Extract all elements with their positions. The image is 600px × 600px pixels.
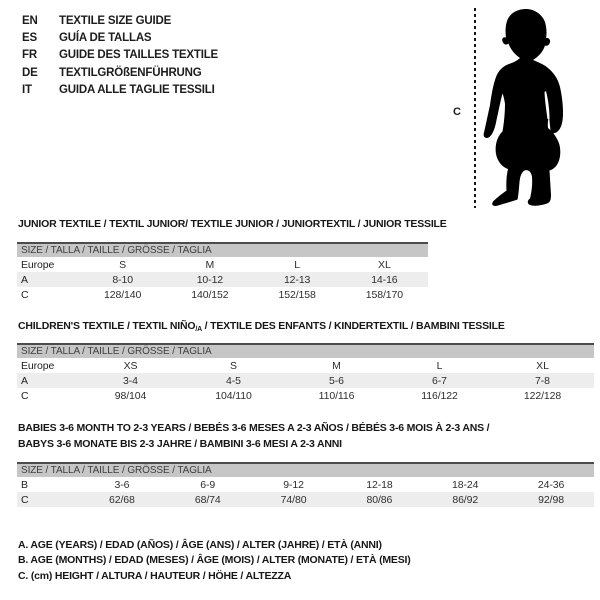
size-cell: 80/86 xyxy=(336,492,422,507)
row-label: C xyxy=(21,389,29,402)
language-label: TEXTILE SIZE GUIDE xyxy=(59,14,172,27)
size-cell: XS xyxy=(123,359,138,372)
language-row xyxy=(22,64,218,81)
height-measure-dashed-line xyxy=(474,8,476,208)
size-cell: 62/68 xyxy=(79,492,165,507)
junior-table-title: JUNIOR TEXTILE / TEXTIL JUNIOR/ TEXTILE JUNIOR / JUNIORTEXTIL / JUNIOR TESSILE xyxy=(18,218,447,230)
size-cell: 68/74 xyxy=(165,492,251,507)
size-cell: 5-6 xyxy=(285,373,388,388)
note-height-cm: C. (cm) HEIGHT / ALTURA / HAUTEUR / HÖHE / ALTEZZA xyxy=(18,569,292,582)
language-label: GUIDA ALLE TAGLIE TESSILI xyxy=(59,84,215,97)
note-age-years: A. AGE (YEARS) / EDAD (AÑOS) / ÂGE (ANS) / ALTER (JAHRE) / ETÀ (ANNI) xyxy=(18,539,382,551)
size-cell: 128/140 xyxy=(103,288,142,301)
row-label: Europe xyxy=(21,258,55,271)
size-cell: L xyxy=(436,359,443,372)
size-cell: M xyxy=(332,359,341,372)
babies-table-title xyxy=(18,421,489,452)
table-row xyxy=(17,388,594,403)
language-row xyxy=(22,12,218,29)
size-cell: 3-6 xyxy=(114,478,130,491)
size-cell: 3-4 xyxy=(79,373,182,388)
note-age-months: B. AGE (MONTHS) / EDAD (MESES) / ÂGE (MOIS) / ALTER (MONATE) / ETÀ (MESI) xyxy=(18,554,411,567)
table-row xyxy=(17,272,428,287)
children-size-table xyxy=(17,343,594,403)
children-table-title xyxy=(18,319,505,338)
size-cell: 10-12 xyxy=(166,272,253,287)
row-label: A xyxy=(17,373,79,388)
table-row xyxy=(17,373,594,388)
language-code: IT xyxy=(22,84,32,97)
table-row xyxy=(17,477,594,492)
size-cell: 24-36 xyxy=(537,478,565,491)
size-cell: 110/116 xyxy=(318,389,355,402)
size-cell: 6-9 xyxy=(200,478,216,491)
size-cell: 18-24 xyxy=(452,478,479,491)
size-cell: 104/110 xyxy=(215,389,252,402)
language-row xyxy=(22,29,218,46)
size-cell: 7-8 xyxy=(491,373,594,388)
size-cell: 6-7 xyxy=(388,373,491,388)
size-cell: 152/158 xyxy=(278,288,316,301)
size-cell: XL xyxy=(536,359,549,372)
table-row xyxy=(17,287,428,302)
row-label: B xyxy=(21,478,28,491)
size-cell: 12-18 xyxy=(366,478,393,491)
size-cell: 4-5 xyxy=(182,373,285,388)
size-cell: 12-13 xyxy=(254,272,341,287)
size-cell: 122/128 xyxy=(523,389,562,402)
size-cell: S xyxy=(119,258,127,271)
size-table-header: SIZE / TALLA / TAILLE / GRÖSSE / TAGLIA xyxy=(17,344,594,358)
table-row xyxy=(17,257,428,272)
size-cell: 14-16 xyxy=(341,272,428,287)
language-label: GUÍA DE TALLAS xyxy=(59,32,152,45)
size-cell: 98/104 xyxy=(114,389,147,402)
baby-silhouette-icon xyxy=(482,7,574,209)
size-table-header: SIZE / TALLA / TAILLE / GRÖSSE / TAGLIA xyxy=(17,463,594,477)
babies-size-table xyxy=(17,462,594,507)
legend-notes xyxy=(18,538,411,584)
table-row xyxy=(17,358,594,373)
children-title-prefix: CHILDREN'S TEXTILE / TEXTIL NIÑO xyxy=(18,320,196,332)
size-table-header: SIZE / TALLA / TAILLE / GRÖSSE / TAGLIA xyxy=(17,243,428,257)
language-label: TEXTILGRÖßENFÜHRUNG xyxy=(59,66,202,79)
babies-title-line1: BABIES 3-6 MONTH TO 2-3 YEARS / BEBÉS 3-6 MESES A 2-3 AÑOS / BÉBÉS 3-6 MOIS À 2-3 ANS / xyxy=(18,422,490,434)
size-cell: 8-10 xyxy=(79,272,166,287)
row-label: C xyxy=(17,492,79,507)
row-label: A xyxy=(17,272,79,287)
language-code: ES xyxy=(22,32,37,45)
size-cell: M xyxy=(205,258,215,271)
language-code: FR xyxy=(22,49,37,62)
size-cell: 116/122 xyxy=(421,389,458,402)
size-cell: 158/170 xyxy=(365,288,403,301)
language-legend xyxy=(22,12,218,99)
table-row xyxy=(17,492,594,507)
size-cell: 92/98 xyxy=(508,492,594,507)
language-code: EN xyxy=(22,14,38,27)
language-code: DE xyxy=(22,66,38,79)
children-title-sub: /A xyxy=(195,326,202,333)
junior-size-table xyxy=(17,242,428,302)
babies-title-line2: BABYS 3-6 MONATE BIS 2-3 JAHRE / BAMBINI 3-6 MESI A 2-3 ANNI xyxy=(18,437,342,450)
baby-figure xyxy=(440,0,600,215)
row-label: Europe xyxy=(21,359,55,372)
measure-label-c: C xyxy=(453,106,461,118)
size-cell: XL xyxy=(378,258,391,271)
language-label: GUIDE DES TAILLES TEXTILE xyxy=(59,49,218,62)
row-label: C xyxy=(21,288,29,301)
size-cell: 74/80 xyxy=(251,492,337,507)
language-row xyxy=(22,47,218,64)
children-title-suffix: / TEXTILE DES ENFANTS / KINDERTEXTIL / BAMBINI TESSILE xyxy=(201,320,505,332)
language-row xyxy=(22,82,218,99)
size-cell: L xyxy=(294,258,300,271)
size-cell: 9-12 xyxy=(283,478,304,491)
size-cell: 140/152 xyxy=(191,288,229,301)
size-cell: S xyxy=(230,359,237,372)
size-cell: 86/92 xyxy=(422,492,508,507)
